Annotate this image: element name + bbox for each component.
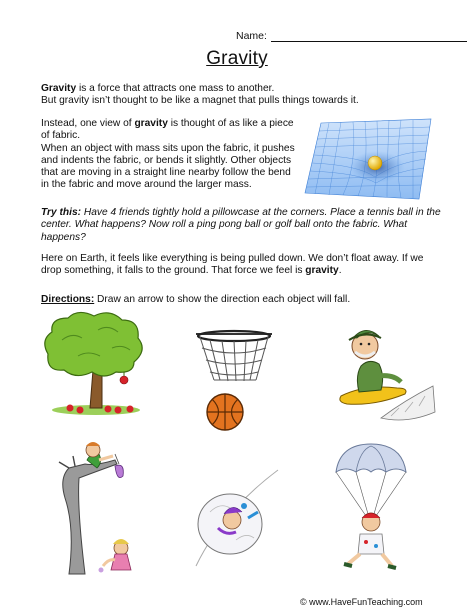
earth-end: . bbox=[338, 265, 342, 277]
name-label: Name: bbox=[236, 30, 267, 42]
intro-bold: Gravity bbox=[41, 83, 77, 94]
try-this-text: Have 4 friends tightly hold a pillowcase at the corners. Place a tennis ball in the center. What happens? Now roll a ping pong ball or golf ball onto the fabric. What happens? bbox=[41, 207, 441, 243]
apple-tree-icon bbox=[38, 310, 148, 418]
boy-in-tree-icon bbox=[55, 438, 145, 578]
basketball-hoop-icon bbox=[192, 328, 276, 384]
snowball-kid-icon bbox=[192, 462, 282, 572]
page-title: Gravity bbox=[206, 48, 268, 69]
directions-text: Draw an arrow to show the direction each object will fall. bbox=[94, 294, 351, 305]
earth-text: Here on Earth, it feels like everything is being pulled down. We don’t float away. If we drop something, it falls to the ground. That force we feel is bbox=[41, 253, 424, 277]
fabric-part2: is thought of as like a piece of fabric. bbox=[41, 118, 294, 142]
directions-paragraph bbox=[41, 294, 441, 306]
fabric-paragraph bbox=[41, 118, 299, 192]
gravity-fabric-illustration bbox=[303, 113, 435, 205]
parachute-kid-icon bbox=[330, 442, 412, 574]
intro-rest: is a force that attracts one mass to another. bbox=[76, 83, 275, 94]
name-row bbox=[236, 30, 467, 42]
fabric-part1: Instead, one view of bbox=[41, 118, 135, 129]
sledding-man-icon bbox=[335, 316, 439, 428]
intro-line2: But gravity isn’t thought to be like a magnet that pulls things towards it. bbox=[41, 95, 359, 107]
earth-bold: gravity bbox=[305, 265, 339, 277]
name-line[interactable] bbox=[271, 31, 467, 42]
basketball-icon bbox=[205, 392, 245, 432]
copyright-footer: © www.HaveFunTeaching.com bbox=[300, 597, 423, 607]
earth-paragraph bbox=[41, 253, 441, 278]
fabric-bold: gravity bbox=[134, 118, 168, 129]
fabric-part3: When an object with mass sits upon the fabric, it pushes and indents the fabric, or bends it slightly. Other objects that are moving in a straight line nearby follow the bend in the fabric and move around the larger mass. bbox=[41, 142, 295, 191]
try-this-label: Try this: bbox=[41, 207, 82, 218]
try-this-paragraph bbox=[41, 207, 441, 244]
intro-paragraph bbox=[41, 83, 441, 108]
girl-figure bbox=[99, 539, 132, 573]
directions-label: Directions: bbox=[41, 294, 95, 305]
